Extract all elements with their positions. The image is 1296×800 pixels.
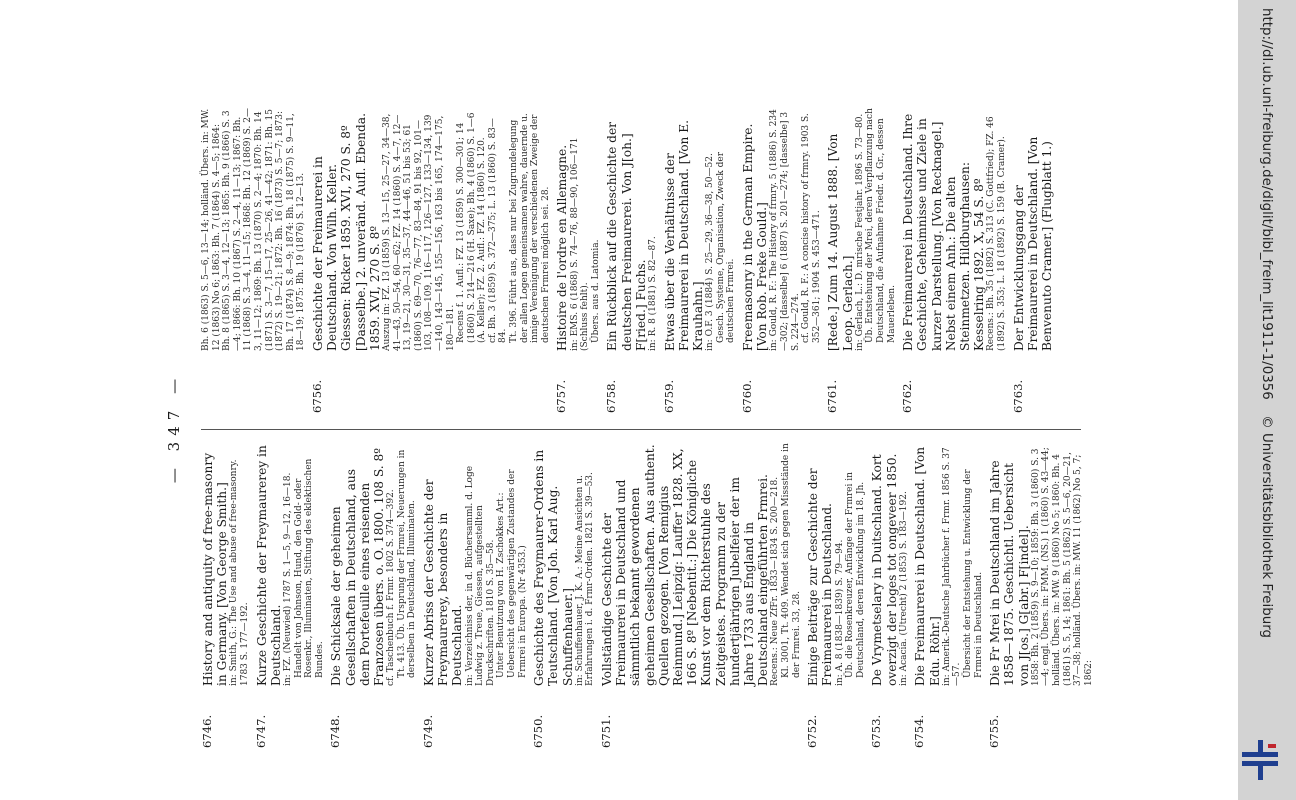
bibliography-entry [663, 108, 737, 413]
entry-note: Recens.: Neue ZfFr. 1833—1834 S. 200—218. [770, 476, 781, 686]
entry-number: 6759. [661, 379, 676, 413]
logo-bar-2 [1242, 761, 1278, 766]
entry-number: 6747. [253, 714, 268, 748]
entry-number: 6750. [531, 714, 546, 748]
entry-number: 6763. [1010, 379, 1025, 413]
bibliography-entry [741, 108, 822, 413]
entry-note: cf. Taschenbuch f. Frmr. 1802 S. 374—392. [386, 489, 397, 686]
bibliography-entry [913, 443, 984, 748]
entry-number: 6752. [805, 714, 820, 748]
entry-note: in: R. 8 (1881) S. 82—87. [648, 236, 659, 351]
entry-note: Unter Benutzung von H. Zschokkes Art.: Uebersicht des gegenwärtigen Zustandes der Frmrei in Europa. (Nr 4353.) [496, 469, 528, 678]
entry-note: 1858: Bh. 2 (1859) S. 9—10; 1859: Bh. 3 (1860) S. 3—4; engl. Übers. in: FMM. (NS.) 1 (1860) S. 43—44; holländ. Übers. in: MW. 9 (1860) No 5; 1860: Bh. 4 (1861) S. 5, 14; 1861: Bh. 5 (1862) S. 5—6, 20—21, 37—38; holländ. Übers. in: MW. 11 (1862) No 5, 7; 1862: [1030, 447, 1094, 686]
entry-title: Vollständige Geschichte der Freimaurerei in Deutschland und sämmtlich bekannt gewordenen geheimen Gesellschaften. Aus authent. Quellen gezogen. [Von Remigius Reinmund.] Leipzig: Lauffer 1828. XX, 166 S. 8º [Nebentit.:] Die Königliche Kunst vor dem Richterstuhle des Zeitgeistes. Programm zu der hundertjährigen Jubelfeier der im Jahre 1733 aus England in Deutschland eingeführten Frmrei. [599, 444, 771, 686]
column-divider [201, 429, 1081, 430]
bibliography-entry [600, 443, 802, 748]
bibliography-entry [311, 108, 552, 413]
entry-note: in: Verzeichniss der, in d. Büchersamml. d. Loge Ludwig z. Treue, Giessen, aufgestellten Druckschriften. 1810 S. 35—58. [464, 465, 496, 686]
entry-note: in: Smith, G.: The Use and abuse of free-masonry. 1783 S. 177—192. [229, 459, 250, 686]
entry-number: 6753. [869, 714, 884, 748]
entry-title: [Rede.] Zum 14. August 1888. [Von Leop. Gerlach.] [826, 133, 855, 351]
entry-note: in: O.F. 3 (1884) S. 25—29, 36—38, 50—52. [705, 153, 716, 351]
entry-title: Ein Rückblick auf die Geschichte der deutschen Freimaurerei. Von J[oh.] F[ried.] Fuchs. [605, 122, 648, 351]
entry-title: Geschichte des Freymaurer-Ordens in Teutschland. [Von Joh. Karl Aug. Schuffenhauer.] [532, 449, 575, 686]
entry-number: 6761. [825, 379, 840, 413]
entry-number: 6755. [987, 714, 1002, 748]
page-header: — 347 — [165, 372, 183, 484]
bibliography-entry [201, 108, 307, 413]
entry-number: 6751. [598, 714, 613, 748]
entry-title: Geschichte der Freimaurerei in Deutschland. Von Wilh. Keller. Giessen: Ricker 1859. XVI, 270 S. 8º [Dasselbe.] 2. unveränd. Aufl. Ebenda. 1859. XVI, 270 S. 8º [310, 113, 382, 351]
entry-note: Übers. aus d. Latomia. [590, 239, 601, 343]
bibliography-entry [1012, 108, 1055, 413]
entry-title: Die Freimaurerei in Deutschland. [Von Edu. Röhr.] [913, 446, 942, 686]
entry-note: Gesch. Systeme, Organisation, Zweck der deutschen Frmrei. [715, 151, 737, 343]
ub-freiburg-logo-icon [1238, 738, 1282, 782]
entry-note: in: Acacia. (Utrecht) 2 (1853) S. 183—192. [898, 491, 909, 686]
bibliography-entry [901, 108, 1007, 413]
book-page [165, 108, 1105, 748]
bibliography-entry [329, 443, 418, 748]
bibliography-entry [422, 443, 528, 748]
entry-title: Etwas über die Verhältnisse der Freimaurerei in Deutschland. [Von E. Krauhahn.] [662, 119, 706, 351]
entry-note: in: A. 8 (1838—1839) S. 79—94. [834, 539, 845, 686]
entry-number: 6760. [740, 379, 755, 413]
sidebar-text [1250, 8, 1284, 638]
entry-note: Recens.: Bh. 35 (1892) S. 313 (C. Gottfried); FZ. 46 (1892) S. 353; L. 18 (1892) S. 159 (B. Cramer). [986, 116, 1007, 351]
bibliography-entry [870, 443, 909, 748]
entry-title: Der Entwicklungsgang der Freimaurerei in Deutschland. [Von Benvenuto Cramer.] (Flugblatt 1.) [1011, 136, 1054, 351]
entry-title: Freemasonry in the German Empire. [Von Rob. Freke Gould.] [741, 123, 770, 351]
entry-note: Üb. Entstehung der Mrei, deren Verpflanzung nach Deutschland, die Aufnahme Friedr. d. Gr., dessen Mauerleben. [865, 108, 897, 343]
entry-note: Bh. 6 (1863) S. 5—6, 13—14; holländ. Übers. in: MW. 12 (1863) No 6; 1863: Bh. 7 (1864) S. 4—5; 1864: Bh. 8 (1865) S. 3—4, 12—13; 1865: Bh. 9 (1866) S. 3—4; 1866: Bh. 10 (1867) S. 2—4, 11—13; 1867: Bh. 11 (1868) S. 3—4, 11—15; 1868: Bh. 12 (1869) S. 2—3, 11—12; 1869: Bh. 13 (1870) S. 2—4; 1870: Bh. 14 (1871) S. 3—7, 15—17, 25—26, 41—42; 1871: Bh. 15 (1872) S. 19—21; 1872: Bh. 16 (1873) S. 5—7; 1873: Bh. 17 (1874) S. 8—9; 1874: Bh. 18 (1875) S. 9—11, 18—19; 1875: Bh. 19 (1876) S. 12—13. [201, 108, 307, 351]
entry-note: Kl. 3001, Tt. 409. Wendet sich gegen Missstände in der Frmrei. 33, 28. [780, 443, 802, 678]
entry-title: Die Schicksale der geheimen Gesellschaften in Deutschland, aus dem Portefeuille eines reisenden Franzosen übers. o. O. 1800. 108 S. 8º [329, 448, 386, 686]
entry-title: Einige Beiträge zur Geschichte der Freimaurerei in Deutschland. [806, 468, 835, 686]
left-column [201, 443, 1098, 748]
source-url-link[interactable]: http://dl.ub.uni-freiburg.de/diglit/bibl_freim_lit1911-1/0356 [1259, 8, 1275, 400]
entry-note: Auszug in: FZ. 13 (1859) S. 13—15, 25—27, 34—38, 41—43, 50—54, 60—62; FZ. 14 (1860) S. 4—7, 12—13, 19—21, 30—31, 35—37, 44—46, 51 bis 53; 61 (1860) S. 69—70, 76—77, 83—84, 91 bis 92, 101—103, 108—109, 116—117, 126—127, 133—134, 139—140, 143—145, 155—156, 163 bis 165, 174—175, 180—181. [381, 113, 456, 351]
entry-number: 6754. [912, 714, 927, 748]
bibliography-entry [555, 108, 601, 413]
entry-number: 6756. [309, 379, 324, 413]
entry-title: History and antiquity of free-masonry in Germany. [Von George Smith.] [201, 452, 230, 686]
entry-number: 6748. [328, 714, 343, 748]
entry-number: 6758. [604, 379, 619, 413]
logo-bar-1 [1242, 752, 1278, 757]
entry-note: Üb. die Rosenkreuzer, Anfänge der Frmrei in Deutschland, deren Entwicklung im 18. Jh. [845, 472, 866, 678]
bibliography-entry [806, 443, 866, 748]
bibliography-entry [826, 108, 897, 413]
viewer-sidebar [1238, 0, 1296, 800]
entry-number: 6762. [900, 379, 915, 413]
entry-note: Übersicht der Entstehung u. Entwicklung der Frmrei in Deutschland. [962, 469, 984, 678]
bibliography-entry [988, 443, 1094, 748]
logo-accent [1268, 744, 1276, 748]
entry-note: Recens f. 1. Aufl.: FZ. 13 (1859) S. 300—301; 14 (1860) S. 214—216 (H. Saxe); Bh. 4 (1860) S. 1—6 (A. Keller); FZ. 2. Aufl.: FZ. 14 (1860) S. 120. [456, 112, 488, 343]
entry-note: Tt. 413. Üb. Ursprung der Frmrei, Neuerungen in derselben in Deutschland, Illuminaten. [396, 449, 418, 678]
logo-bar-4 [1258, 766, 1263, 780]
bibliography-entry [532, 443, 596, 748]
entry-title: Die Fr Mrei in Deutschland im Jahre 1858—1875. Geschichtl. Uebersicht von J[os.] G[abr.] F[indel]. [988, 460, 1031, 686]
bibliography-entry [255, 443, 326, 748]
entry-note: cf. Gould, R. F.: A concise history of frmry. 1903 S. 352—361; 1904 S. 453—471. [801, 113, 822, 343]
entry-number: 6746. [200, 714, 214, 748]
entry-note: in: Gerlach, L.: D. mrische Festjahr. 1896 S. 73—80. [854, 113, 865, 351]
entry-title: Kurze Geschichte der Freymaurerey in Deutschland. [254, 445, 283, 686]
entry-number: 6749. [420, 714, 435, 748]
entry-title: Kurzer Abriss der Geschichte der Freymaurerey, besonders in Deutschland. [421, 479, 465, 686]
entry-note: Tt. 396. Führt aus, dass nur bei Zugrundelegung der allen Logen gemeinsamen wahre, dauernde u. innige Vereinigung der verschiedenen Zweige der deutschen Frmrei möglich sei. 28. [509, 113, 551, 343]
logo-bar-3 [1258, 740, 1263, 752]
entry-note: in: FZ. (Neuwied) 1787 S. 1—5, 9—12, 16—18. [283, 472, 293, 686]
rotated-page-area [165, 108, 1105, 748]
copyright-text: © Universitätsbibliothek Freiburg [1259, 415, 1275, 638]
bibliography-entry [605, 108, 658, 413]
right-column [201, 108, 1058, 413]
entry-title: Histoire de l'ordre en Allemagne. [555, 144, 570, 351]
bibliography-entry [201, 443, 251, 748]
entry-note: Handelt von Johnson, Hund, den Gold- oder Rosenkr., Illuminaten, Stiftung des eklektischen Bundes. [293, 458, 325, 678]
entry-note: cf. Bh. 3 (1859) S. 372—375; L. 13 (1860) S. 83—84. [487, 118, 509, 343]
entry-note: in: Amerik.-Deutsche Jahrbücher f. Frmr. 1856 S. 37—57. [941, 447, 963, 686]
entry-note: in: EMS. 6 (1868) S. 74—76, 88—90, 106—171 (Schluss fehlt). [569, 137, 591, 351]
entry-number: 6757. [554, 379, 569, 413]
entry-note: in: Gould, R. F.: The History of frmry. 5 (1886) S. 234—302; [dasselbe] 6 (1887) S. 201—274; [dasselbe] 3 S. 224—274. [769, 109, 801, 351]
entry-note: in: Schuffenhauer, J. K. A.: Meine Ansichten u. Erfahrungen i. d. Frmr-Orden. 1821 S. 39—53. [574, 472, 596, 686]
entry-title: De Vrymetselary in Duitschland. Kort overzigt der loges tot ongeveer 1850. [870, 453, 899, 686]
entry-title: Die Freimaurerei in Deutschland. Ihre Geschichte, Geheimnisse und Ziele in kurzer Darstellung. [Von Recknagel.] Nebst einem Anh.: Die alten Steinmetzen. Hildburghausen: Kesselring 1892. X, 54 S. 8º [901, 113, 987, 351]
